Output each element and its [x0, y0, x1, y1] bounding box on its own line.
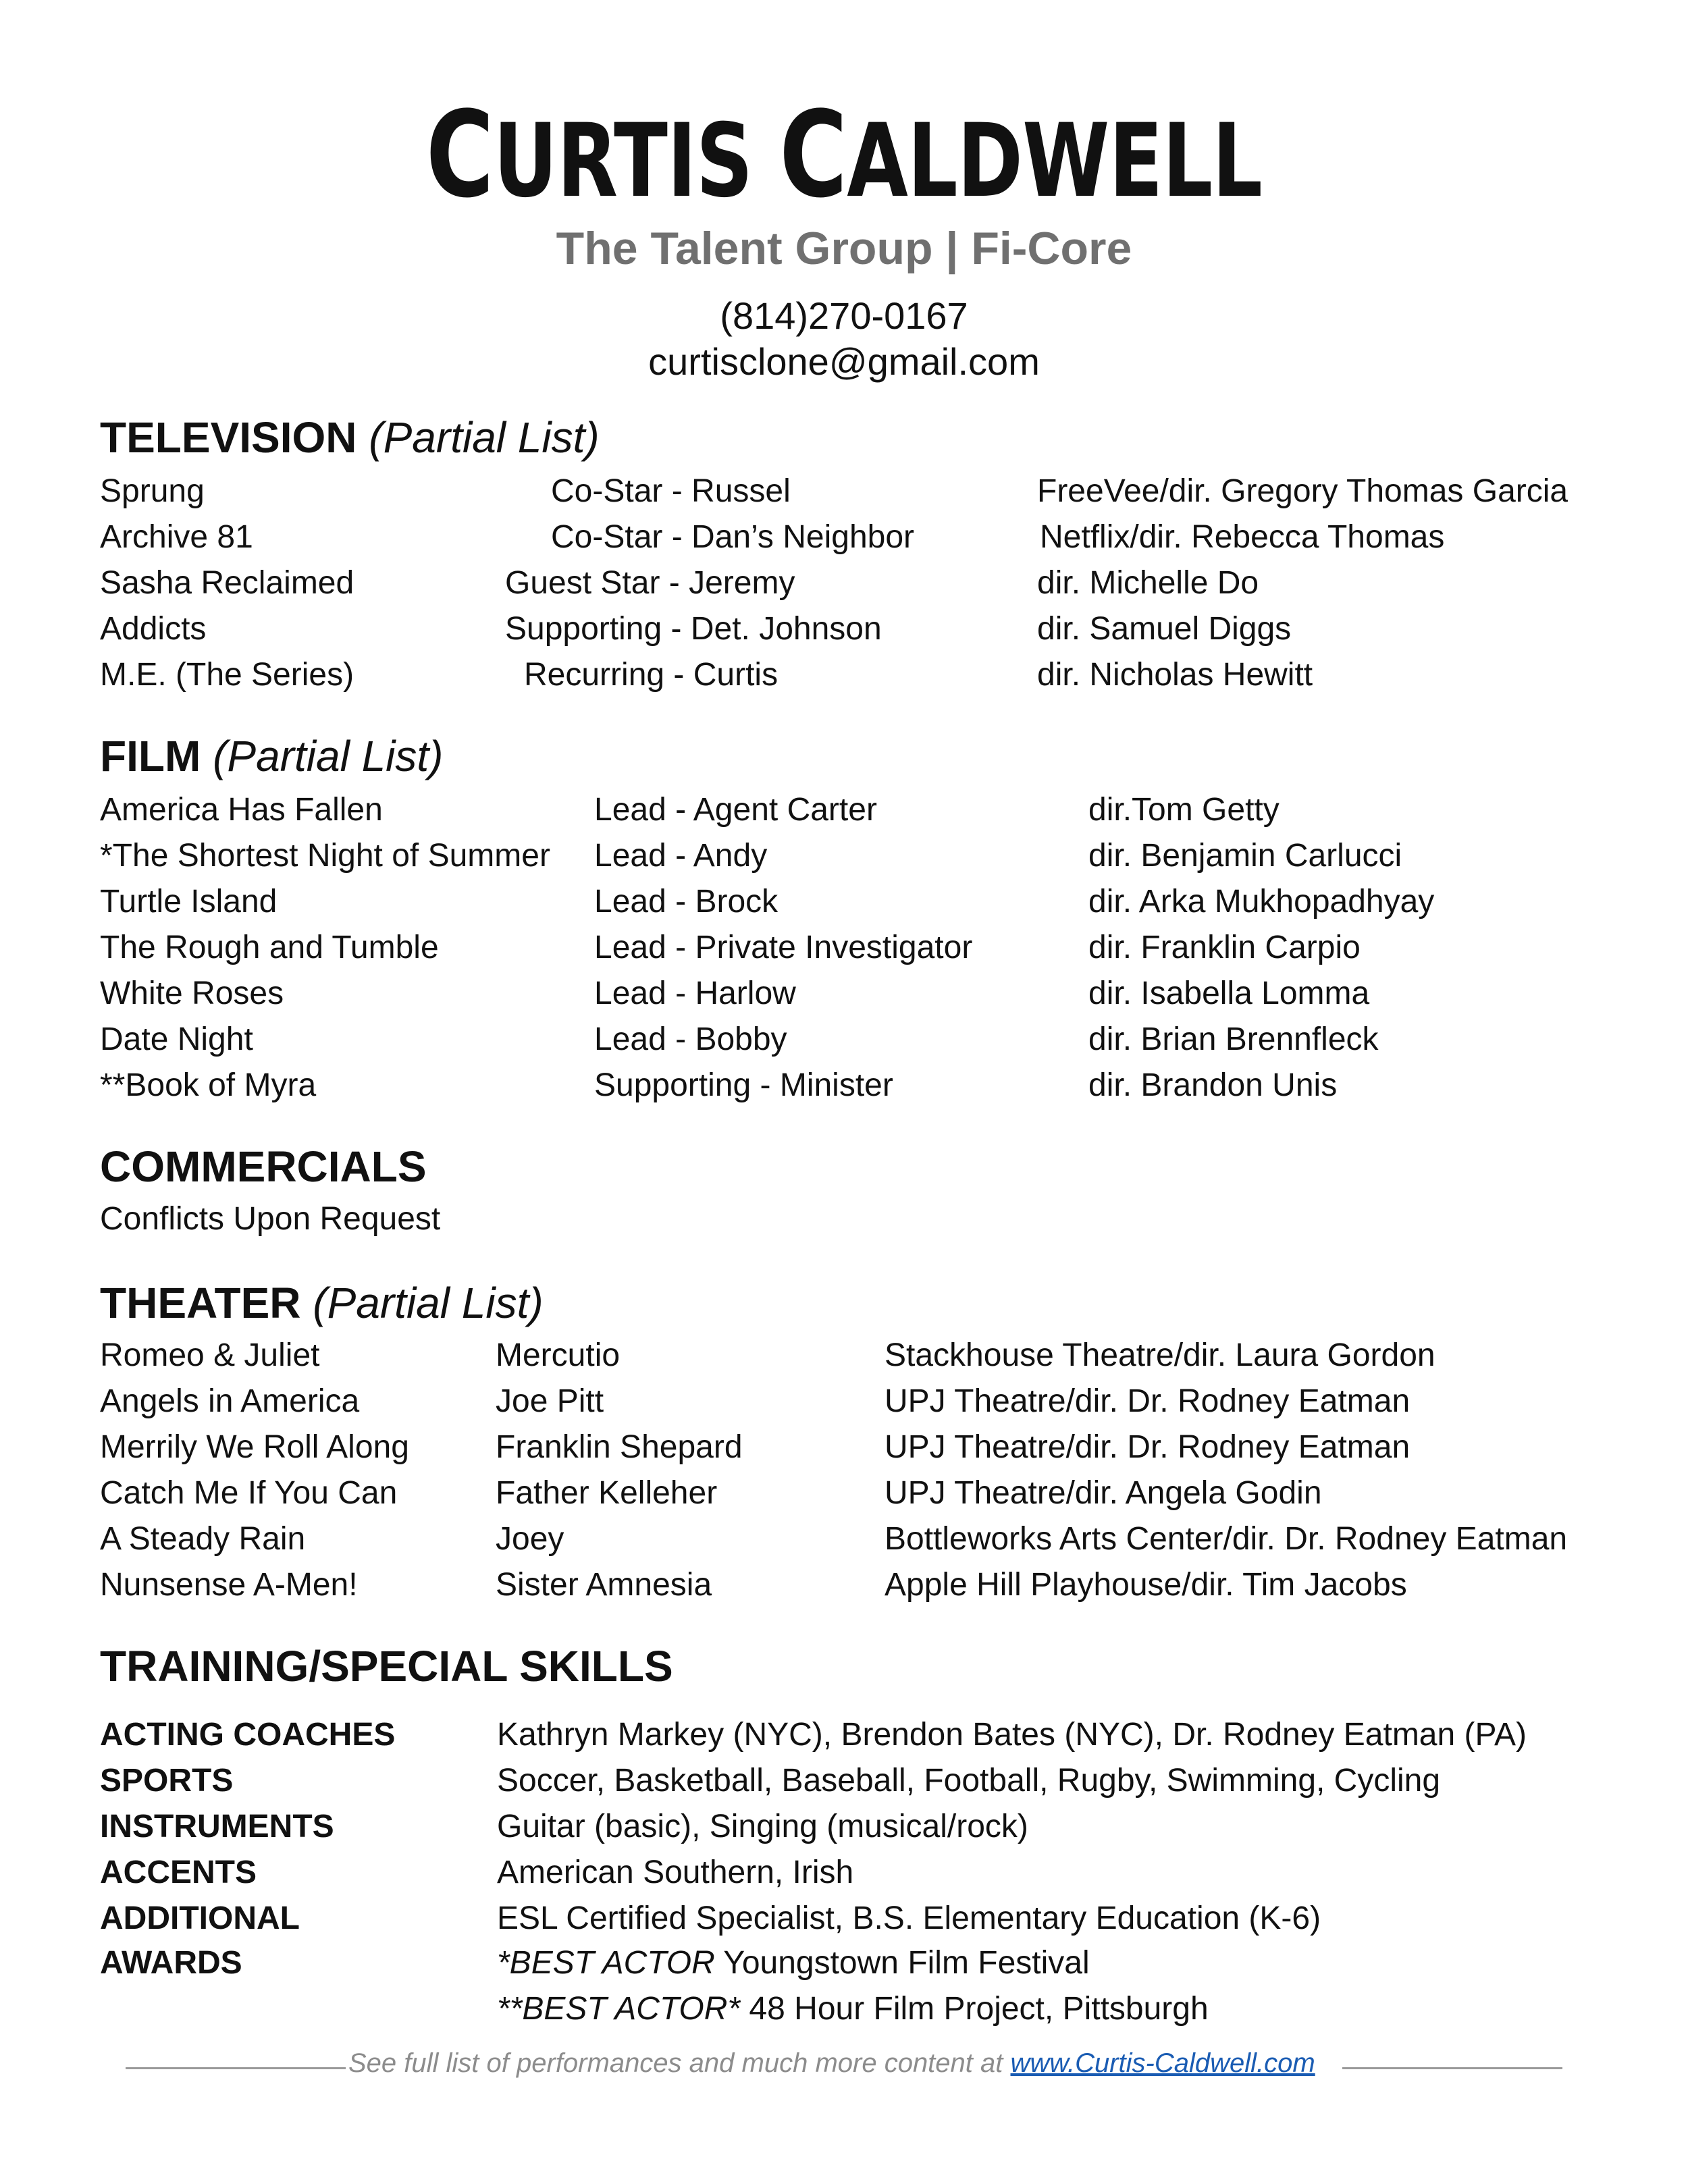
credit-role: Lead - Agent Carter — [594, 792, 877, 828]
footer-note: See full list of performances and much more content at www.Curtis-Caldwell.com — [348, 2048, 1315, 2078]
credit-title: **Book of Myra — [100, 1067, 317, 1103]
credit-director: dir. Brandon Unis — [1088, 1067, 1338, 1103]
skill-label: INSTRUMENTS — [100, 1809, 334, 1844]
credit-title: Nunsense A-Men! — [100, 1567, 358, 1603]
film-heading: FILM (Partial List) — [100, 732, 444, 780]
credit-director: UPJ Theatre/dir. Dr. Rodney Eatman — [885, 1383, 1410, 1419]
credit-title: Archive 81 — [100, 519, 253, 555]
credit-title: M.E. (The Series) — [100, 657, 354, 693]
credit-role: Lead - Brock — [594, 884, 779, 920]
credit-director: Bottleworks Arts Center/dir. Dr. Rodney Eatman — [885, 1521, 1568, 1557]
credit-role: Supporting - Det. Johnson — [505, 611, 882, 647]
credit-role: Lead - Bobby — [594, 1021, 787, 1057]
awards-label: AWARDS — [100, 1945, 242, 1981]
credit-role: Supporting - Minister — [594, 1067, 893, 1103]
credit-director: Netflix/dir. Rebecca Thomas — [1040, 519, 1445, 555]
website-link[interactable]: www.Curtis-Caldwell.com — [1010, 2048, 1315, 2078]
skill-value: ESL Certified Specialist, B.S. Elementary Education (K-6) — [497, 1900, 1321, 1936]
credit-title: Romeo & Juliet — [100, 1337, 320, 1373]
credit-director: dir.Tom Getty — [1088, 792, 1280, 828]
agency-line: The Talent Group | Fi-Core — [556, 223, 1132, 274]
footer-rule-left — [126, 2067, 346, 2069]
credit-director: UPJ Theatre/dir. Dr. Rodney Eatman — [885, 1429, 1410, 1465]
credit-title: Sasha Reclaimed — [100, 565, 354, 601]
credit-role: Father Kelleher — [496, 1475, 718, 1511]
credit-title: Merrily We Roll Along — [100, 1429, 409, 1465]
credit-director: FreeVee/dir. Gregory Thomas Garcia — [1037, 473, 1568, 509]
actor-name: CURTIS CALDWELL — [425, 86, 1263, 224]
credit-title: White Roses — [100, 976, 284, 1011]
credit-role: Lead - Andy — [594, 838, 768, 874]
credit-director: dir. Nicholas Hewitt — [1037, 657, 1313, 693]
television-heading: TELEVISION (Partial List) — [100, 413, 600, 462]
credit-director: dir. Michelle Do — [1037, 565, 1259, 601]
credit-title: The Rough and Tumble — [100, 930, 439, 965]
credit-title: Turtle Island — [100, 884, 278, 920]
credit-director: dir. Benjamin Carlucci — [1088, 838, 1402, 874]
credit-director: Apple Hill Playhouse/dir. Tim Jacobs — [885, 1567, 1407, 1603]
credit-role: Joey — [496, 1521, 564, 1557]
credit-director: dir. Franklin Carpio — [1088, 930, 1361, 965]
skill-value: Soccer, Basketball, Baseball, Football, Rugby, Swimming, Cycling — [497, 1763, 1441, 1799]
credit-role: Guest Star - Jeremy — [505, 565, 795, 601]
credit-title: Catch Me If You Can — [100, 1475, 398, 1511]
credit-role: Lead - Private Investigator — [594, 930, 973, 965]
credit-director: dir. Isabella Lomma — [1088, 976, 1370, 1011]
training-heading: TRAINING/SPECIAL SKILLS — [100, 1642, 673, 1690]
commercials-text: Conflicts Upon Request — [100, 1201, 441, 1237]
award-item: *BEST ACTOR Youngstown Film Festival — [497, 1945, 1090, 1981]
credit-director: dir. Arka Mukhopadhyay — [1088, 884, 1435, 920]
skill-label: ADDITIONAL — [100, 1900, 300, 1936]
credit-director: UPJ Theatre/dir. Angela Godin — [885, 1475, 1322, 1511]
credit-director: dir. Brian Brennfleck — [1088, 1021, 1379, 1057]
credit-title: *The Shortest Night of Summer — [100, 838, 550, 874]
footer-rule-right — [1342, 2067, 1562, 2069]
skill-value: American Southern, Irish — [497, 1855, 854, 1890]
credit-title: Sprung — [100, 473, 205, 509]
credit-role: Sister Amnesia — [496, 1567, 712, 1603]
credit-title: Angels in America — [100, 1383, 360, 1419]
skill-value: Kathryn Markey (NYC), Brendon Bates (NYC), Dr. Rodney Eatman (PA) — [497, 1717, 1527, 1753]
skill-label: SPORTS — [100, 1763, 234, 1799]
email-address: curtisclone@gmail.com — [648, 340, 1040, 383]
credit-role: Recurring - Curtis — [524, 657, 779, 693]
credit-title: A Steady Rain — [100, 1521, 306, 1557]
credit-title: Date Night — [100, 1021, 253, 1057]
commercials-heading: COMMERCIALS — [100, 1142, 427, 1191]
skill-label: ACTING COACHES — [100, 1717, 396, 1753]
skill-label: ACCENTS — [100, 1855, 257, 1890]
credit-director: Stackhouse Theatre/dir. Laura Gordon — [885, 1337, 1435, 1373]
credit-role: Lead - Harlow — [594, 976, 796, 1011]
credit-title: Addicts — [100, 611, 207, 647]
award-item: **BEST ACTOR* 48 Hour Film Project, Pittsburgh — [497, 1991, 1209, 2027]
credit-role: Mercutio — [496, 1337, 621, 1373]
credit-role: Co-Star - Russel — [551, 473, 791, 509]
credit-role: Franklin Shepard — [496, 1429, 743, 1465]
credit-role: Co-Star - Dan’s Neighbor — [551, 519, 915, 555]
phone-number: (814)270-0167 — [720, 294, 968, 337]
skill-value: Guitar (basic), Singing (musical/rock) — [497, 1809, 1028, 1844]
credit-title: America Has Fallen — [100, 792, 383, 828]
credit-role: Joe Pitt — [496, 1383, 604, 1419]
credit-director: dir. Samuel Diggs — [1037, 611, 1292, 647]
theater-heading: THEATER (Partial List) — [100, 1279, 544, 1327]
